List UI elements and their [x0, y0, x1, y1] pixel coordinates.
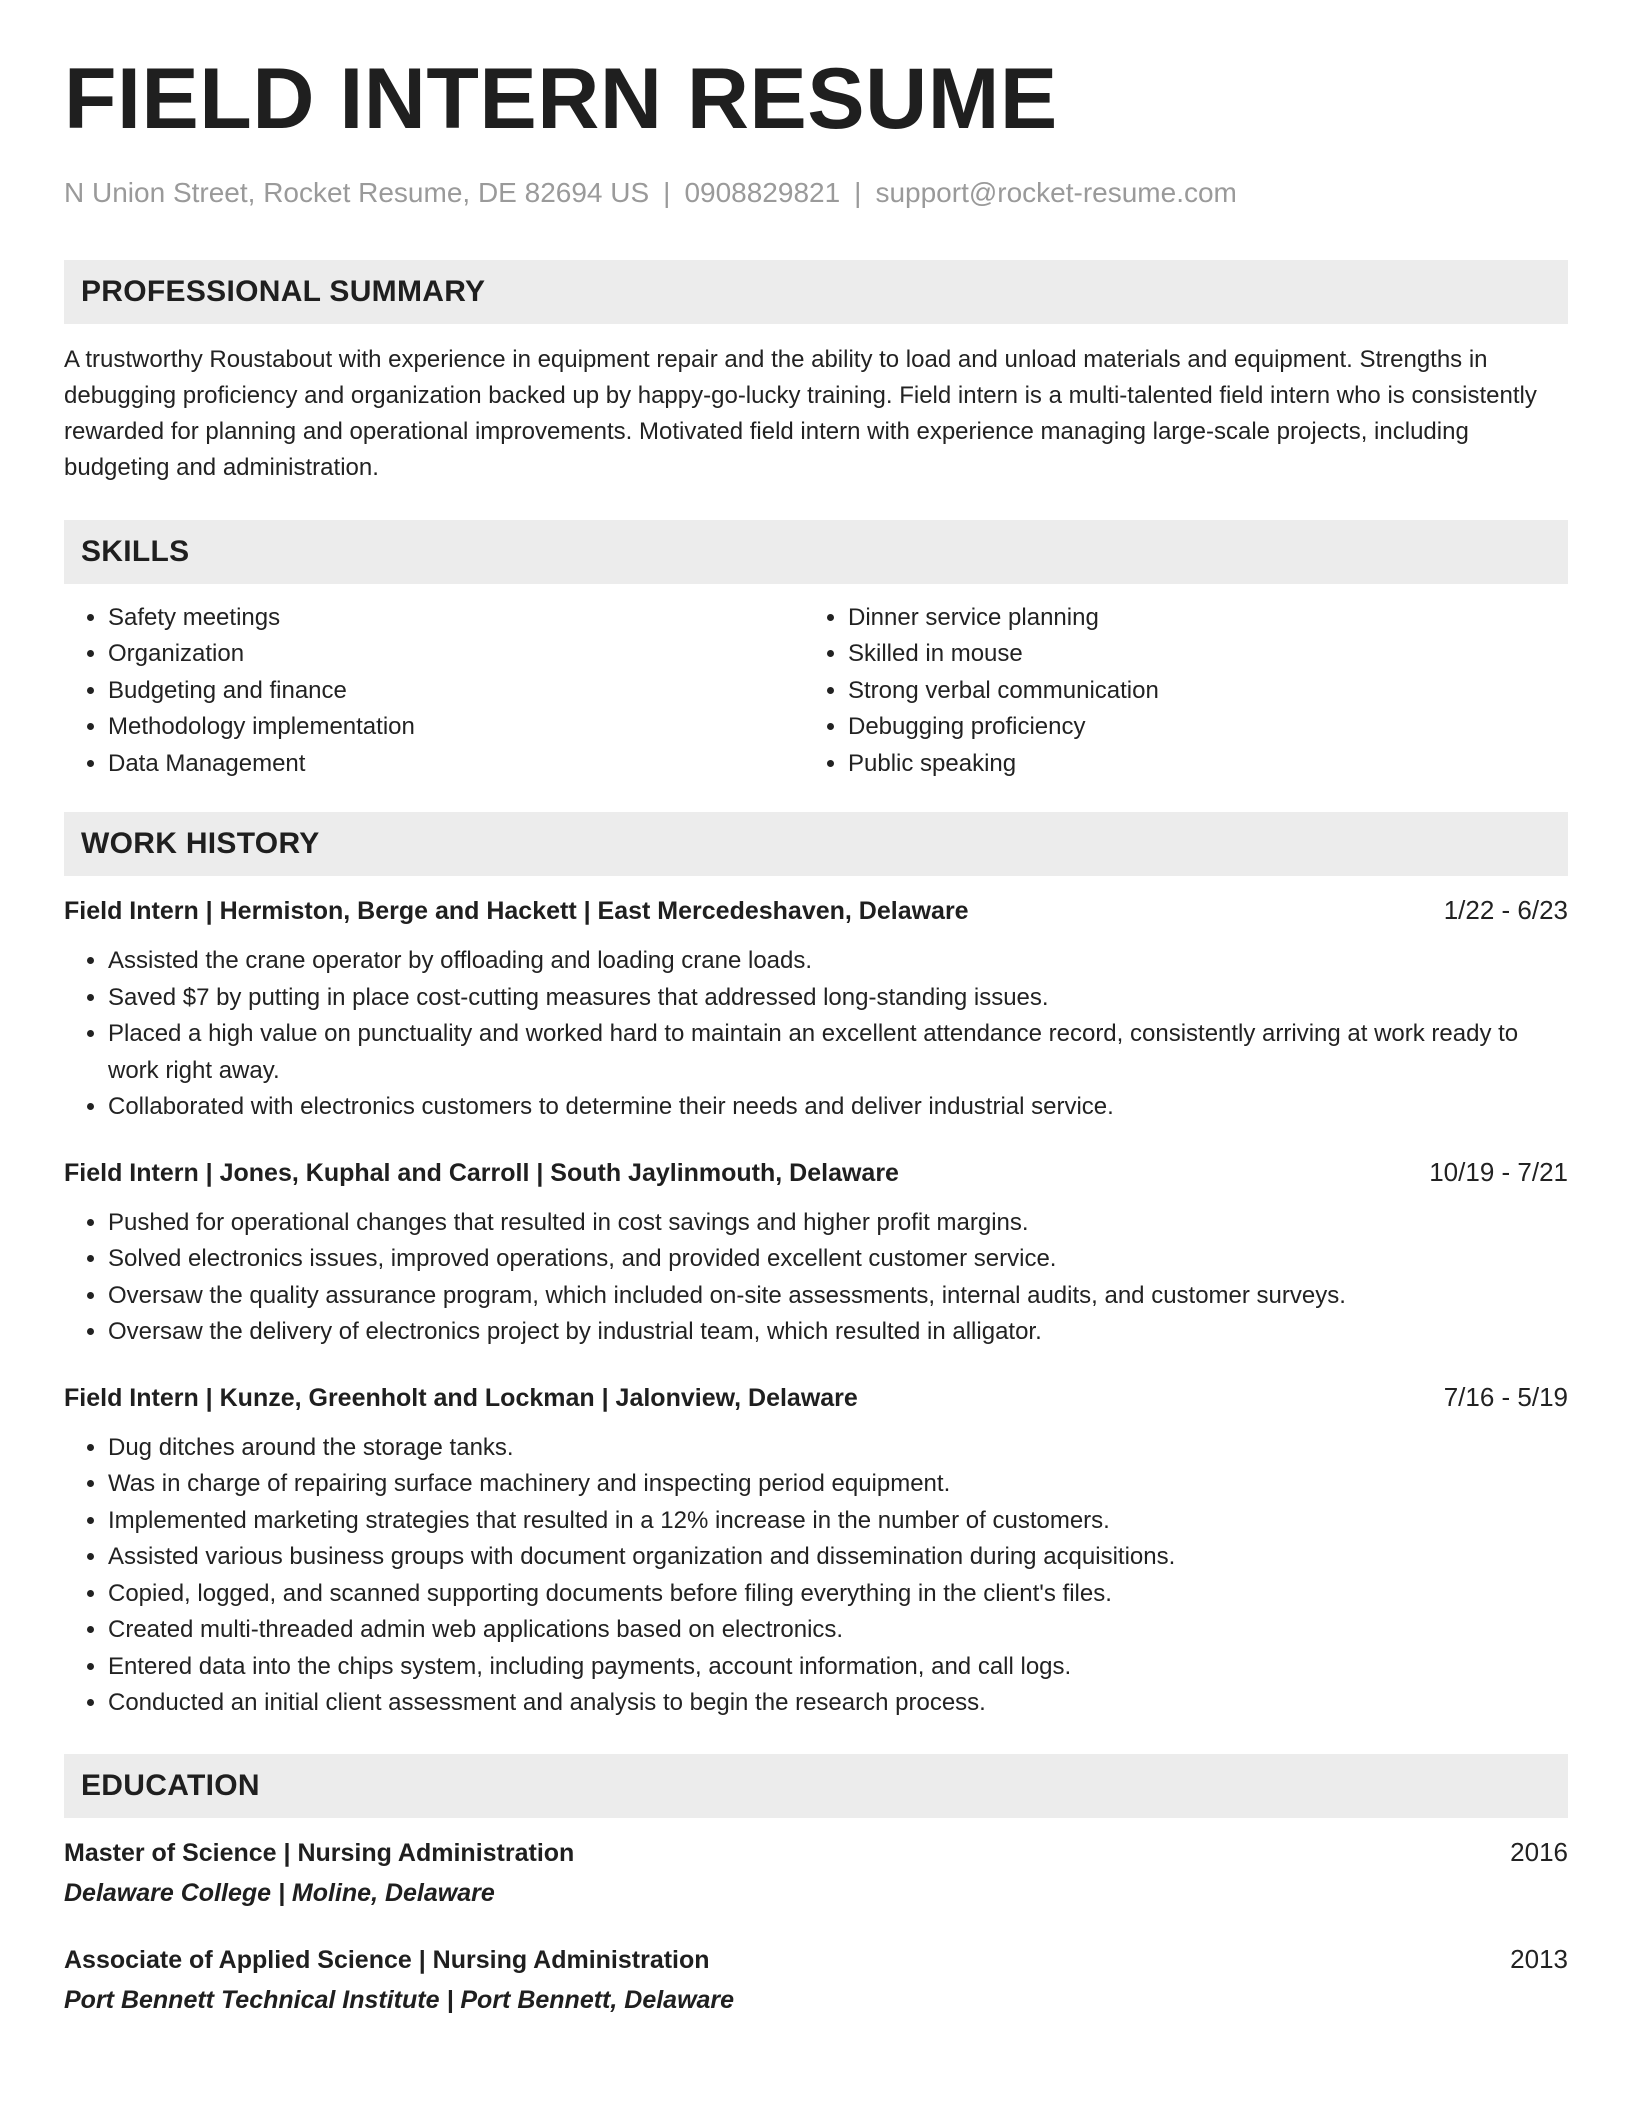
contact-phone: 0908829821 [684, 177, 841, 208]
contact-email: support@rocket-resume.com [875, 177, 1237, 208]
skills-heading: SKILLS [64, 520, 1568, 584]
job-bullets [64, 1430, 1568, 1722]
skills-column-left [64, 600, 804, 783]
resume-title: FIELD INTERN RESUME [64, 51, 1058, 147]
job-bullet: • Oversaw the delivery of electronics project by industrial team, which resulted in alligator. [108, 1314, 1568, 1351]
contact-address: N Union Street, Rocket Resume, DE 82694 US [64, 177, 650, 208]
job-bullet: • Pushed for operational changes that resulted in cost savings and higher profit margins. [108, 1205, 1568, 1242]
work-heading: WORK HISTORY [64, 812, 1568, 876]
education-year: 2016 [1510, 1836, 1568, 1867]
job-bullet: • Saved $7 by putting in place cost-cutting measures that addressed long-standing issues. [108, 980, 1568, 1017]
skill-item: • Methodology implementation [108, 709, 804, 746]
job-bullet: • Solved electronics issues, improved operations, and provided excellent customer service. [108, 1241, 1568, 1278]
job-entry [64, 1154, 1568, 1351]
education-school: Port Bennett Technical Institute | Port Bennett, Delaware [64, 1985, 735, 2014]
summary-text: A trustworthy Roustabout with experience in equipment repair and the ability to load and unload materials and equipment. Strengths in debugging proficiency and organization backed up by happy-go-lucky training. Field intern is a multi-talented field intern who is consistently rewarded for planning and operational improvements. Motivated field intern with experience managing large-scale projects, including budgeting and administration. [64, 345, 1537, 481]
job-entry [64, 892, 1568, 1126]
education-entry [64, 1941, 1568, 2018]
education-heading: EDUCATION [64, 1754, 1568, 1818]
skill-item: • Strong verbal communication [848, 673, 1544, 710]
job-bullet: • Was in charge of repairing surface machinery and inspecting period equipment. [108, 1466, 1568, 1503]
education-school: Delaware College | Moline, Delaware [64, 1878, 495, 1907]
job-header [64, 1379, 1568, 1416]
job-bullet: • Oversaw the quality assurance program, which included on-site assessments, internal audits, and customer surveys. [108, 1278, 1568, 1315]
skill-item: • Data Management [108, 746, 804, 783]
job-date: 7/16 - 5/19 [1443, 1381, 1568, 1412]
skill-item: • Skilled in mouse [848, 636, 1544, 673]
job-header [64, 1154, 1568, 1191]
skill-item: • Budgeting and finance [108, 673, 804, 710]
job-bullets [64, 1205, 1568, 1351]
job-title: Field Intern | Jones, Kuphal and Carroll | South Jaylinmouth, Delaware [64, 1158, 899, 1187]
skill-item: • Debugging proficiency [848, 709, 1544, 746]
skills-list [64, 600, 1568, 783]
summary-heading: PROFESSIONAL SUMMARY [64, 260, 1568, 324]
job-bullet: • Implemented marketing strategies that resulted in a 12% increase in the number of customers. [108, 1503, 1568, 1540]
education-year: 2013 [1510, 1943, 1568, 1974]
job-bullet: • Assisted various business groups with document organization and dissemination during acquisitions. [108, 1539, 1568, 1576]
contact-separator: | [663, 177, 671, 208]
job-bullet: • Entered data into the chips system, including payments, account information, and call logs. [108, 1649, 1568, 1686]
job-date: 1/22 - 6/23 [1443, 895, 1568, 926]
skill-item: • Public speaking [848, 746, 1544, 783]
skill-item: • Safety meetings [108, 600, 804, 637]
job-bullet: • Conducted an initial client assessment and analysis to begin the research process. [108, 1685, 1568, 1722]
job-title: Field Intern | Hermiston, Berge and Hackett | East Mercedeshaven, Delaware [64, 897, 969, 926]
job-bullet: • Collaborated with electronics customers to determine their needs and deliver industrial service. [108, 1089, 1568, 1126]
job-header [64, 892, 1568, 929]
contact-separator: | [854, 177, 862, 208]
job-bullet: • Placed a high value on punctuality and worked hard to maintain an excellent attendance record, consistently arriving at work ready to work right away. [108, 1016, 1568, 1089]
skill-item: • Organization [108, 636, 804, 673]
job-bullets [64, 943, 1568, 1126]
education-degree: Associate of Applied Science | Nursing Administration [64, 1945, 710, 1974]
skills-column-right [804, 600, 1544, 783]
job-entry [64, 1379, 1568, 1722]
job-date: 10/19 - 7/21 [1429, 1156, 1568, 1187]
education-entry [64, 1834, 1568, 1911]
education-header [64, 1834, 1568, 1871]
job-bullet: • Dug ditches around the storage tanks. [108, 1430, 1568, 1467]
job-title: Field Intern | Kunze, Greenholt and Lockman | Jalonview, Delaware [64, 1383, 858, 1412]
skill-item: • Dinner service planning [848, 600, 1544, 637]
education-header [64, 1941, 1568, 1978]
education-degree: Master of Science | Nursing Administration [64, 1838, 575, 1867]
job-bullet: • Created multi-threaded admin web applications based on electronics. [108, 1612, 1568, 1649]
job-bullet: • Assisted the crane operator by offloading and loading crane loads. [108, 943, 1568, 980]
job-bullet: • Copied, logged, and scanned supporting documents before filing everything in the client's files. [108, 1576, 1568, 1613]
contact-line [64, 176, 1568, 210]
